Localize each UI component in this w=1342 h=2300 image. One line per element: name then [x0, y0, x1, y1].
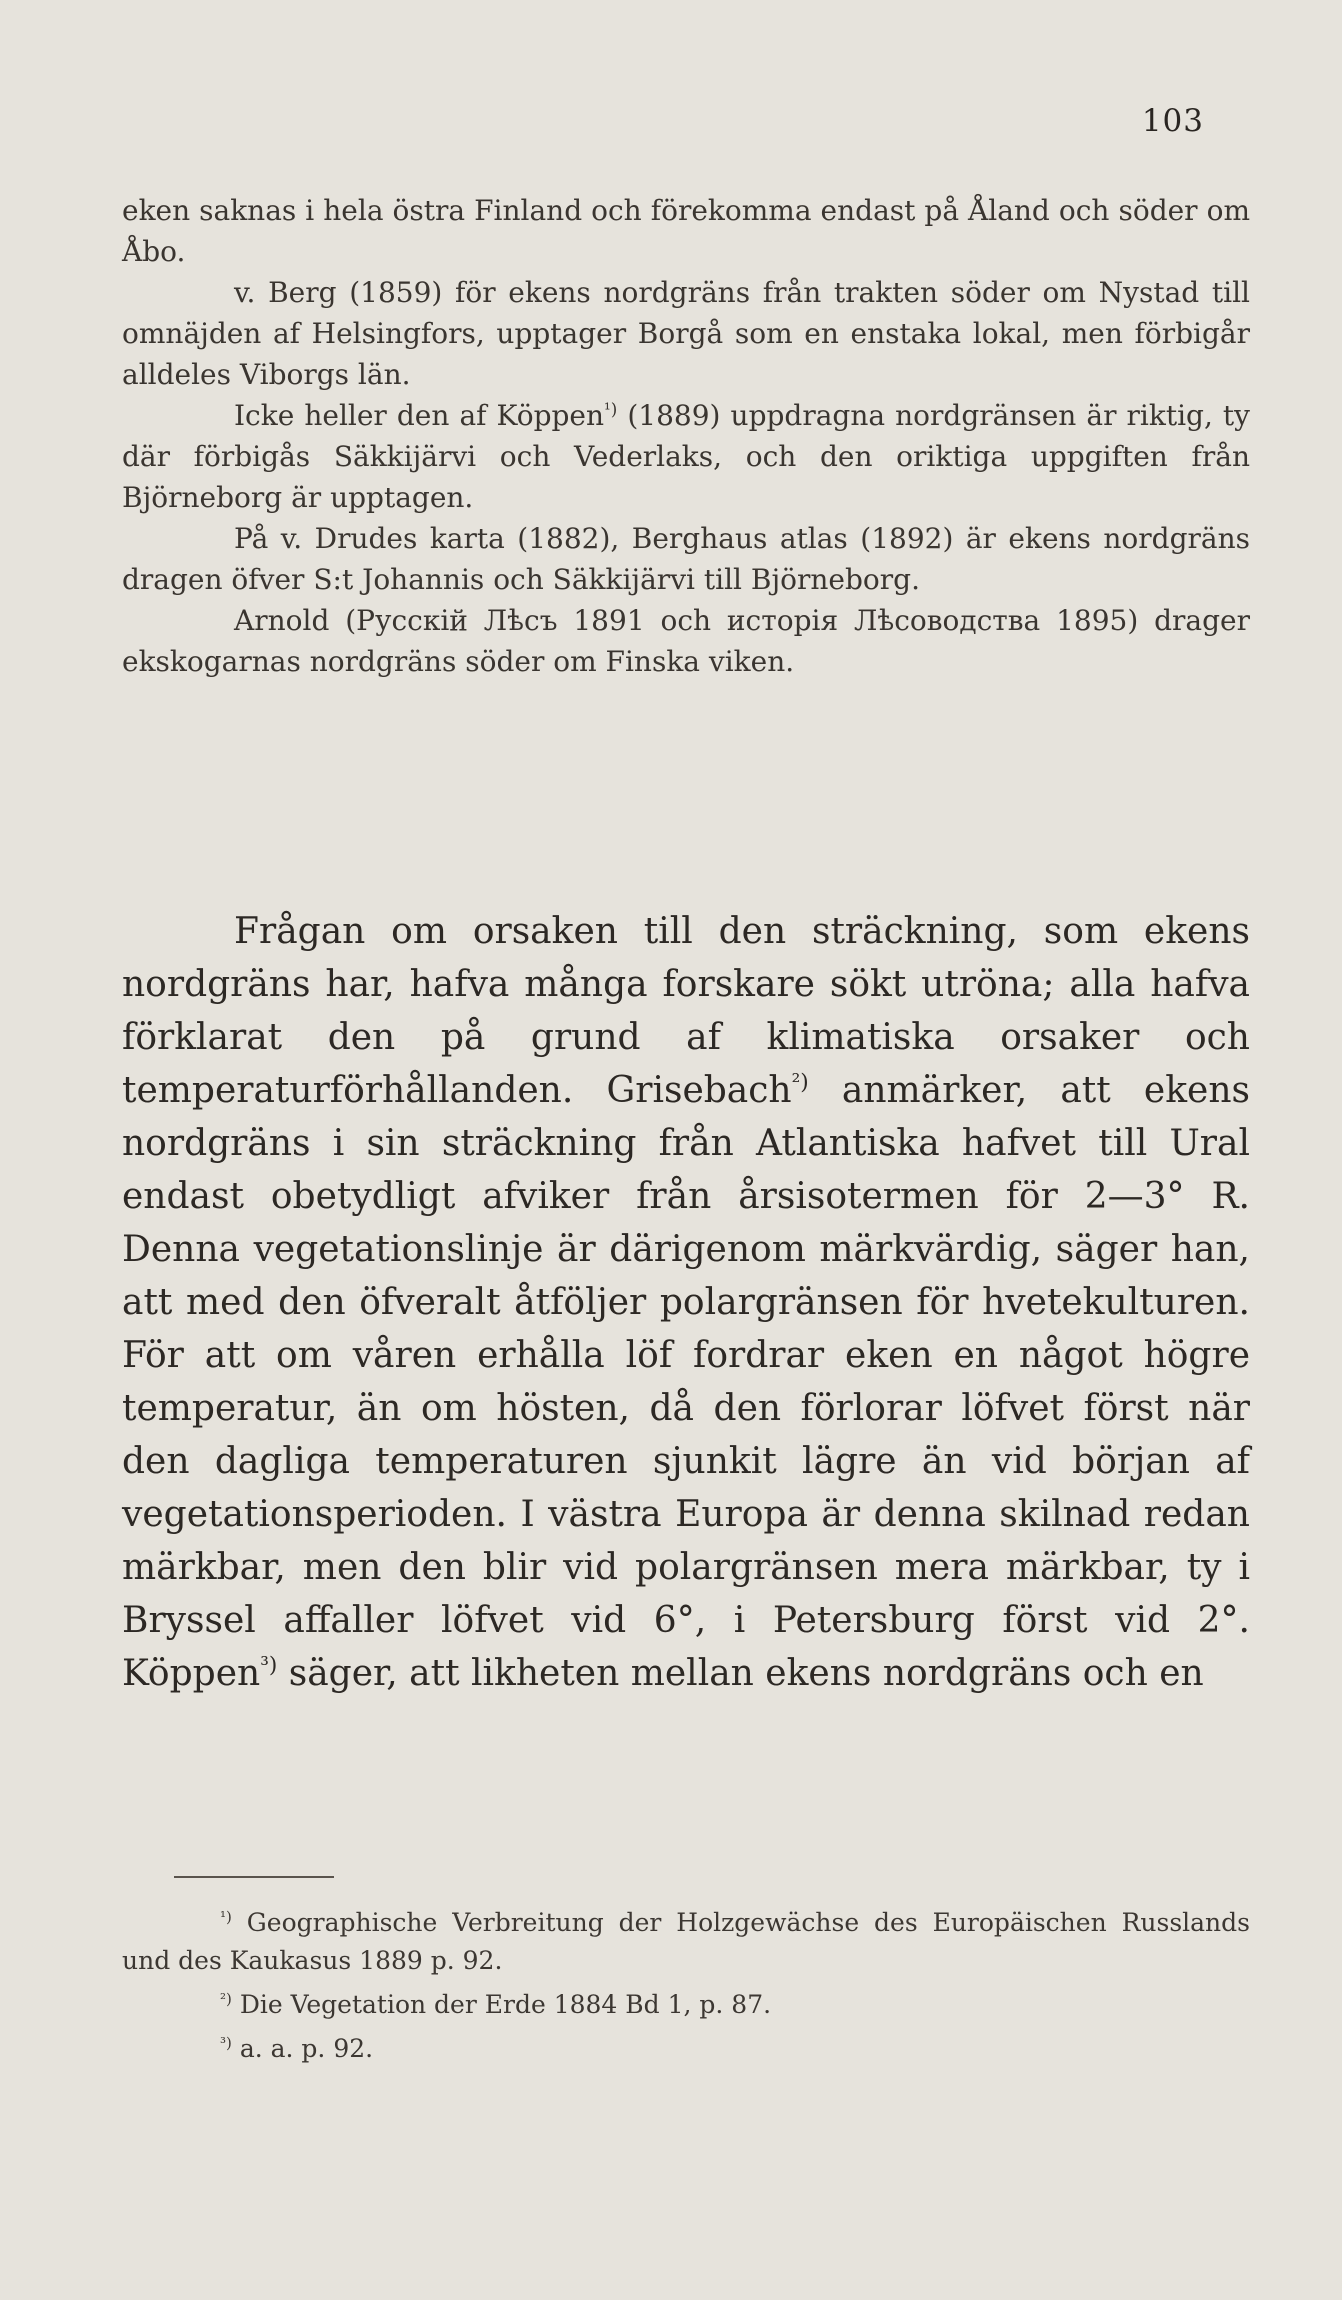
paragraph-koppen [122, 395, 1250, 518]
footnote-1-mark: ¹) [220, 1908, 232, 1926]
paragraph-drude: På v. Drudes karta (1882), Berghaus atlas (1892) är ekens nordgräns dragen öfver S:t Johannis och Säkkijärvi till Björneborg. [122, 522, 1250, 596]
paragraph-oak-absence: eken saknas i hela östra Finland och förekomma endast på Åland och söder om Åbo. [122, 194, 1250, 268]
footnote-1 [122, 1904, 1250, 1980]
footnote-2-text: Die Vegetation der Erde 1884 Bd 1, p. 87. [239, 1990, 772, 2019]
page-number: 103 [1141, 103, 1204, 139]
footnote-divider [174, 1876, 334, 1878]
footnote-3 [122, 2030, 1250, 2068]
footnote-ref-2: ²) [791, 1070, 809, 1096]
footnote-ref-3: ³) [260, 1653, 278, 1679]
footnote-2 [122, 1986, 1250, 2024]
main-text-part-2: anmärker, att ekens nordgräns i sin sträckning från Atlantiska hafvet till Ural endast obetydligt afviker från årsisotermen för 2—3° R. Denna vegetationslinje är därigenom märkvärdig, säger han, att med den öfveralt åtföljer polargränsen för hvetekulturen. För att om våren erhålla löf fordrar eken en något högre temperatur, än om hösten, då den förlorar löfvet först när den dagliga temperaturen sjunkit lägre än vid början af vegetationsperioden. I västra Europa är denna skilnad redan märkbar, men den blir vid polargränsen mera märkbar, ty i Bryssel affaller löfvet vid 6°, i Petersburg först vid 2°. Köppen [122, 1070, 1251, 1694]
main-text-part-1: Frågan om orsaken till den sträckning, som ekens nordgräns har, hafva många forskare sökt utröna; alla hafva förklarat den på grund af klimatiska orsaker och temperaturförhållanden. Grisebach [122, 911, 1250, 1111]
paragraph-arnold: Arnold (Русскій Лѣсъ 1891 och исторія Лѣсоводства 1895) drager ekskogarnas nordgräns söder om Finska viken. [122, 604, 1250, 678]
koppen-text-end: (1889) uppdragna nordgränsen är riktig, ty där förbigås Säkkijärvi och Vederlaks, och den oriktiga uppgiften från Björneborg är upptagen. [122, 399, 1250, 514]
footnote-3-mark: ³) [220, 2034, 232, 2052]
paragraph-v-berg: v. Berg (1859) för ekens nordgräns från trakten söder om Nystad till omnäjden af Helsingfors, upptager Borgå som en enstaka lokal, men förbigår alldeles Viborgs län. [122, 276, 1250, 391]
footnote-3-text: a. a. p. 92. [239, 2034, 374, 2063]
footnote-1-text: Geographische Verbreitung der Holzgewächse des Europäischen Russlands und des Kaukasus 1889 p. 92. [122, 1908, 1250, 1975]
footnote-2-mark: ²) [220, 1990, 232, 2008]
footnote-ref-1: ¹) [604, 398, 618, 419]
main-text-part-3: säger, att likheten mellan ekens nordgräns och en [288, 1653, 1204, 1694]
footnotes-section [122, 1904, 1250, 2074]
paragraph-main [122, 905, 1250, 1700]
small-print-section [122, 190, 1250, 682]
main-text-section [122, 905, 1250, 1700]
koppen-text-start: Icke heller den af Köppen [234, 399, 605, 432]
